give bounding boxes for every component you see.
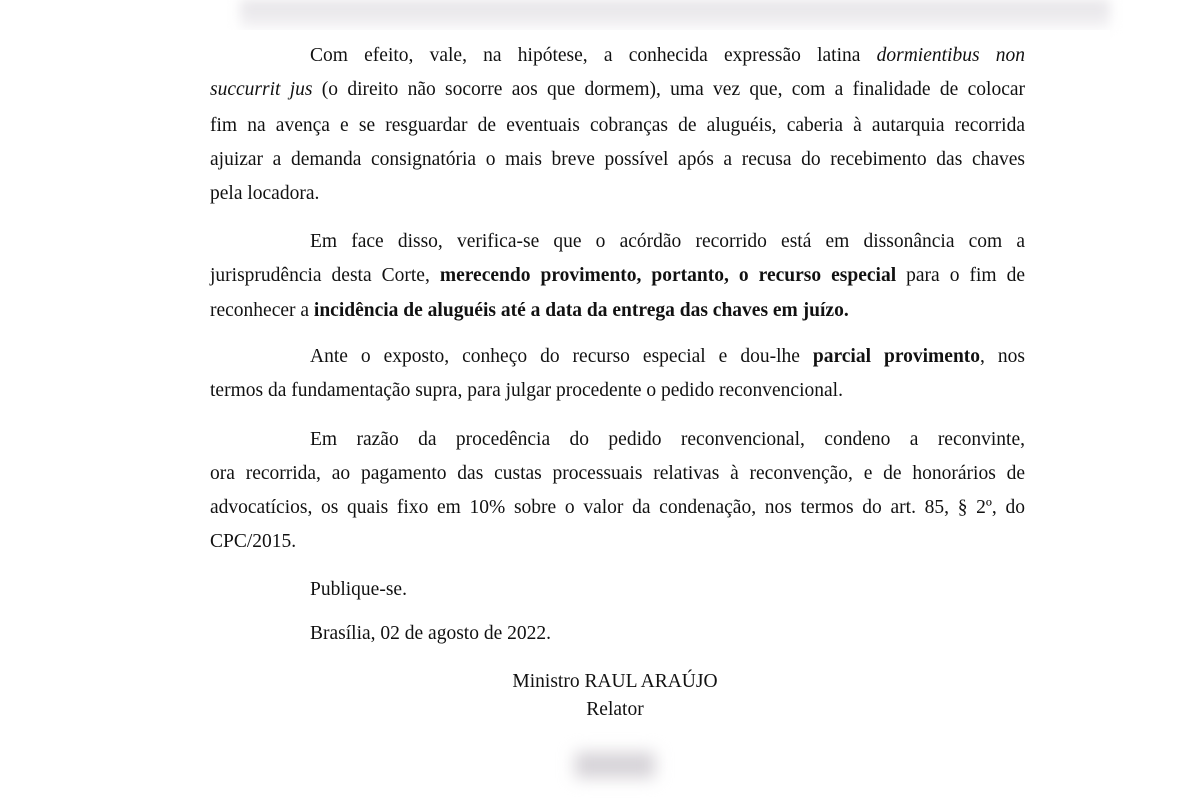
text-line [310, 622, 1025, 646]
text-line [210, 148, 1025, 172]
text-run: termos da fundamentação supra, para julgar procedente o pedido reconvencional. [210, 380, 843, 401]
bold-text: incidência de aluguéis até a data da entrega das chaves em juízo. [313, 300, 849, 321]
text-line [210, 299, 1025, 323]
italic-text: dormientibus non [876, 45, 1026, 66]
text-line [310, 578, 1025, 602]
text-run: CPC/2015. [210, 531, 297, 552]
text-line [210, 530, 1025, 554]
text-line [210, 182, 1025, 206]
text-run: ajuizar a demanda consignatória o mais breve possível após a recusa do recebimento das chaves [210, 149, 1025, 170]
text-line [210, 264, 1025, 288]
text-run: Ante o exposto, conheço do recurso especial e dou-lhe [310, 346, 813, 367]
text-line [210, 114, 1025, 138]
text-run: (o direito não socorre aos que dormem), uma vez que, com a finalidade de colocar [312, 79, 1025, 100]
text-line [310, 230, 1025, 254]
text-run: Ministro RAUL ARAÚJO [512, 671, 718, 692]
signature-line [460, 698, 770, 722]
text-line [310, 428, 1025, 452]
text-run: para o fim de [896, 265, 1025, 286]
text-line [310, 345, 1025, 369]
text-run: Brasília, 02 de agosto de 2022. [310, 623, 551, 644]
blurred-header [240, 0, 1110, 28]
text-line [210, 78, 1025, 102]
italic-text: succurrit jus [210, 79, 313, 100]
text-run: Em face disso, verifica-se que o acórdão recorrido está em dissonância com a [310, 231, 1025, 252]
text-run: Em razão da procedência do pedido reconvencional, condeno a reconvinte, [310, 429, 1025, 450]
bold-text: parcial provimento [812, 346, 981, 367]
bold-text: merecendo provimento, portanto, o recurso especial [439, 265, 897, 286]
signature-line [460, 670, 770, 694]
text-line [310, 44, 1025, 68]
blurred-footer [575, 752, 655, 778]
text-run: fim na avença e se resguardar de eventuais cobranças de aluguéis, caberia à autarquia recorrida [210, 115, 1025, 136]
text-run: Com efeito, vale, na hipótese, a conhecida expressão latina [310, 45, 877, 66]
text-run: advocatícios, os quais fixo em 10% sobre o valor da condenação, nos termos do art. 85, § 2º, do [210, 497, 1025, 518]
text-run: , nos [980, 346, 1025, 367]
text-run: Relator [586, 699, 644, 720]
text-line [210, 462, 1025, 486]
text-line [210, 379, 1025, 403]
text-run: reconhecer a [210, 300, 314, 321]
text-run: pela locadora. [210, 183, 320, 204]
text-run: Publique-se. [310, 579, 407, 600]
text-run: jurisprudência desta Corte, [210, 265, 440, 286]
text-line [210, 496, 1025, 520]
text-run: ora recorrida, ao pagamento das custas processuais relativas à reconvenção, e de honorários de [210, 463, 1025, 484]
